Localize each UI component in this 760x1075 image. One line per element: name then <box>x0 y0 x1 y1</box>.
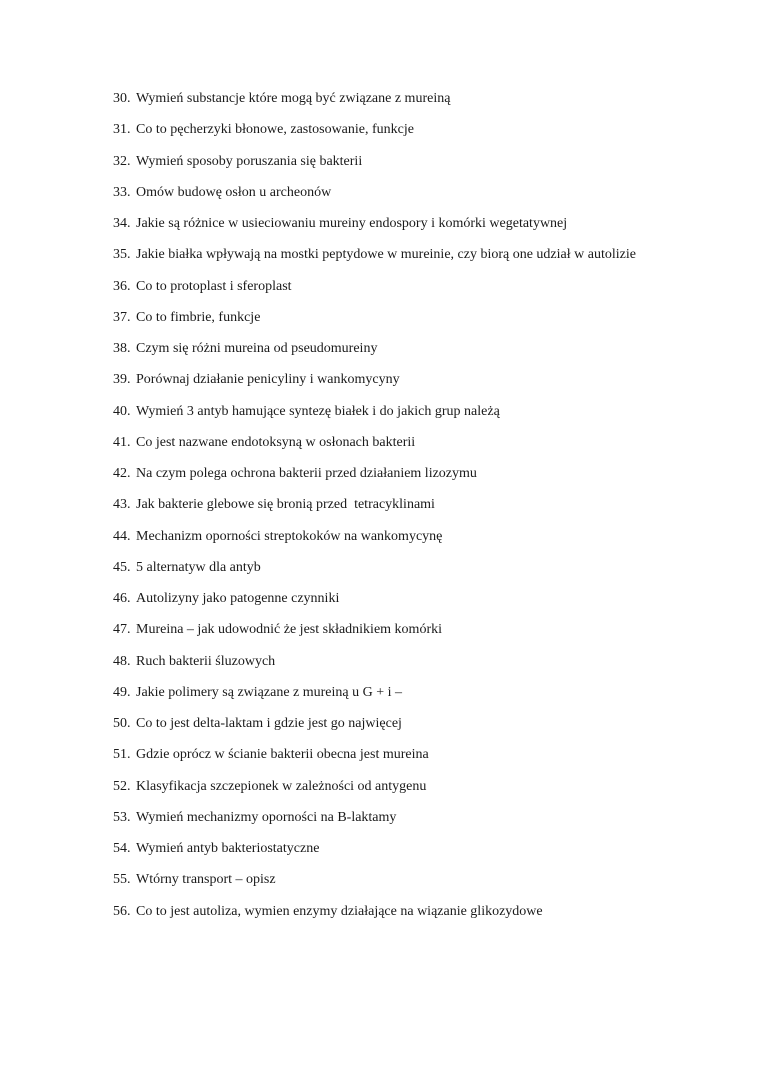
question-item <box>113 808 733 839</box>
question-number: 51. <box>113 747 131 763</box>
question-text: Co to pęcherzyki błonowe, zastosowanie, funkcje <box>136 122 414 138</box>
question-text: Jak bakterie glebowe się bronią przed tetracyklinami <box>136 497 435 513</box>
question-item <box>113 277 733 308</box>
question-number: 39. <box>113 372 131 388</box>
question-item <box>113 370 733 401</box>
question-item <box>113 433 733 464</box>
question-number: 32. <box>113 153 131 169</box>
question-number: 34. <box>113 216 131 231</box>
question-item <box>113 652 733 683</box>
question-number: 33. <box>113 184 131 200</box>
question-item <box>113 777 733 808</box>
question-item <box>113 745 733 776</box>
question-item <box>113 589 733 620</box>
question-number: 56. <box>113 903 131 919</box>
question-number: 37. <box>113 309 131 325</box>
question-text: Wymień mechanizmy oporności na B-laktamy <box>136 809 397 825</box>
question-text: Porównaj działanie penicyliny i wankomycyny <box>136 372 400 388</box>
question-number: 31. <box>113 122 131 138</box>
question-text: Czym się różni mureina od pseudomureiny <box>136 341 378 356</box>
question-item <box>113 152 733 183</box>
question-item <box>113 714 733 745</box>
question-item <box>113 527 733 558</box>
question-text: Jakie są różnice w usieciowaniu mureiny endospory i komórki wegetatywnej <box>136 216 568 231</box>
question-number: 55. <box>113 872 131 888</box>
question-text: Klasyfikacja szczepionek w zależności od antygenu <box>136 778 427 794</box>
question-item <box>113 902 733 933</box>
question-item <box>113 214 733 245</box>
question-number: 36. <box>113 278 131 294</box>
question-number: 53. <box>113 809 131 825</box>
question-text: Jakie białka wpływają na mostki peptydowe w mureinie, czy biorą one udział w autolizie <box>136 247 636 263</box>
question-number: 41. <box>113 434 131 450</box>
question-number: 45. <box>113 559 131 575</box>
question-item <box>113 683 733 714</box>
question-text: 5 alternatyw dla antyb <box>136 559 261 575</box>
question-item <box>113 245 733 276</box>
question-number: 35. <box>113 247 131 263</box>
question-text: Co to fimbrie, funkcje <box>136 309 261 325</box>
question-number: 47. <box>113 622 131 638</box>
question-number: 44. <box>113 528 131 544</box>
question-number: 42. <box>113 466 131 481</box>
question-text: Wymień antyb bakteriostatyczne <box>136 841 320 856</box>
question-text: Mechanizm oporności streptokoków na wankomycynę <box>136 528 443 544</box>
question-item <box>113 308 733 339</box>
question-item <box>113 620 733 651</box>
question-item <box>113 870 733 901</box>
question-text: Co to jest autoliza, wymien enzymy działające na wiązanie glikozydowe <box>136 903 543 919</box>
question-text: Na czym polega ochrona bakterii przed działaniem lizozymu <box>136 466 477 481</box>
question-number: 38. <box>113 341 131 356</box>
question-item <box>113 402 733 433</box>
question-text: Omów budowę osłon u archeonów <box>136 184 332 200</box>
question-text: Autolizyny jako patogenne czynniki <box>136 591 340 606</box>
question-item <box>113 558 733 589</box>
question-item <box>113 89 733 120</box>
question-number: 40. <box>113 403 131 419</box>
question-text: Gdzie oprócz w ścianie bakterii obecna jest mureina <box>136 747 429 763</box>
question-text: Ruch bakterii śluzowych <box>136 653 276 669</box>
question-text: Wtórny transport – opisz <box>136 872 276 888</box>
question-item <box>113 339 733 370</box>
question-number: 54. <box>113 841 131 856</box>
question-text: Mureina – jak udowodnić że jest składnikiem komórki <box>136 622 442 638</box>
question-text: Jakie polimery są związane z mureiną u G + i – <box>136 684 403 700</box>
question-number: 52. <box>113 778 131 794</box>
question-number: 49. <box>113 684 131 700</box>
question-item <box>113 464 733 495</box>
question-text: Co to jest delta-laktam i gdzie jest go najwięcej <box>136 716 402 731</box>
question-item <box>113 120 733 151</box>
question-list <box>113 89 733 933</box>
question-number: 46. <box>113 591 131 606</box>
question-text: Wymień sposoby poruszania się bakterii <box>136 153 363 169</box>
question-text: Wymień 3 antyb hamujące syntezę białek i do jakich grup należą <box>136 403 500 419</box>
question-number: 30. <box>113 91 131 106</box>
question-item <box>113 839 733 870</box>
question-number: 48. <box>113 653 131 669</box>
question-text: Co jest nazwane endotoksyną w osłonach bakterii <box>136 434 416 450</box>
question-number: 50. <box>113 716 131 731</box>
question-text: Wymień substancje które mogą być związane z mureiną <box>136 91 451 106</box>
question-item <box>113 183 733 214</box>
question-text: Co to protoplast i sferoplast <box>136 278 292 294</box>
question-number: 43. <box>113 497 131 513</box>
question-item <box>113 495 733 526</box>
